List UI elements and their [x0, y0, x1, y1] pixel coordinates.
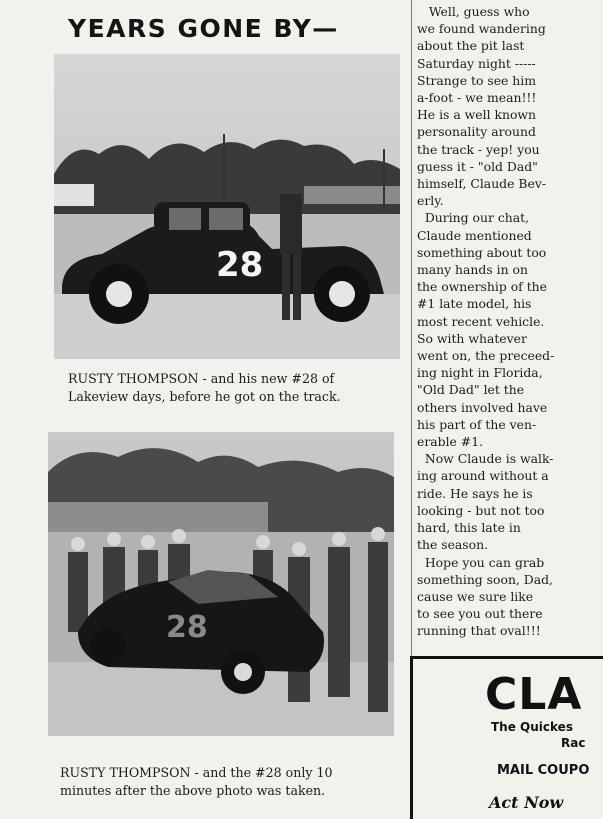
column-line: He is a well known: [417, 107, 536, 123]
column-line: ing night in Florida,: [417, 365, 543, 381]
photo1-caption-line: Lakeview days, before he got on the track.: [68, 389, 341, 404]
column-line: cause we sure like: [417, 588, 534, 604]
column-line: ride. He says he is: [417, 485, 533, 501]
column-line: something soon, Dad,: [417, 571, 554, 587]
column-line: we found wandering: [417, 21, 546, 37]
ad-mail-coupon: MAIL COUPO: [497, 763, 590, 778]
column-line: erly.: [417, 193, 444, 209]
advertisement-box: [410, 656, 603, 819]
column-line: Now Claude is walk-: [417, 451, 554, 467]
column-line: During our chat,: [417, 210, 530, 226]
photo2-illustration: [48, 432, 394, 736]
column-line: many hands in on: [417, 262, 528, 278]
photo1-caption: [68, 370, 408, 406]
column-line: So with whatever: [417, 330, 527, 346]
column-line: the ownership of the: [417, 279, 547, 295]
column-line: a-foot - we mean!!!: [417, 90, 537, 106]
ad-tagline-1: The Quickes: [491, 720, 573, 734]
column-line: guess it - "old Dad": [417, 158, 538, 174]
ad-tagline-2: Rac: [561, 736, 586, 750]
column-line: running that oval!!!: [417, 623, 541, 639]
ad-title: CLA: [485, 669, 583, 720]
column-line: himself, Claude Bev-: [417, 176, 547, 192]
column-line: personality around: [417, 124, 536, 140]
crashed-car-photo-after: [48, 432, 394, 736]
gossip-column: [417, 3, 583, 640]
headline: YEARS GONE BY—: [68, 14, 339, 43]
column-line: his part of the ven-: [417, 416, 537, 432]
column-divider: [411, 0, 412, 660]
photo2-caption-line: minutes after the above photo was taken.: [60, 783, 326, 798]
photo2-caption-line: RUSTY THOMPSON - and the #28 only 10: [60, 765, 333, 780]
column-line: Saturday night -----: [417, 55, 536, 71]
photo2-car-number: 28: [166, 610, 208, 645]
column-line: #1 late model, his: [417, 296, 532, 312]
column-line: to see you out there: [417, 606, 543, 622]
column-line: others involved have: [417, 399, 548, 415]
column-line: about the pit last: [417, 38, 525, 54]
column-line: Well, guess who: [417, 4, 530, 19]
column-line: ing around without a: [417, 468, 549, 484]
column-line: Claude mentioned: [417, 227, 532, 243]
ad-act-now: Act Now: [489, 793, 564, 812]
photo1-car-number: 28: [216, 245, 264, 285]
column-line: most recent vehicle.: [417, 313, 545, 329]
photo2-caption: [60, 764, 405, 800]
column-line: the track - yep! you: [417, 141, 540, 157]
column-line: something about too: [417, 244, 547, 260]
column-line: "Old Dad" let the: [417, 382, 525, 398]
column-line: hard, this late in: [417, 520, 521, 536]
column-line: Hope you can grab: [417, 554, 545, 570]
column-line: Strange to see him: [417, 72, 536, 88]
column-line: looking - but not too: [417, 502, 545, 518]
race-car-photo-before: [54, 54, 400, 359]
photo1-illustration: [54, 54, 400, 359]
column-line: the season.: [417, 537, 489, 553]
photo1-caption-line: RUSTY THOMPSON - and his new #28 of: [68, 371, 335, 386]
column-line: erable #1.: [417, 434, 484, 450]
column-line: went on, the preceed-: [417, 348, 555, 364]
